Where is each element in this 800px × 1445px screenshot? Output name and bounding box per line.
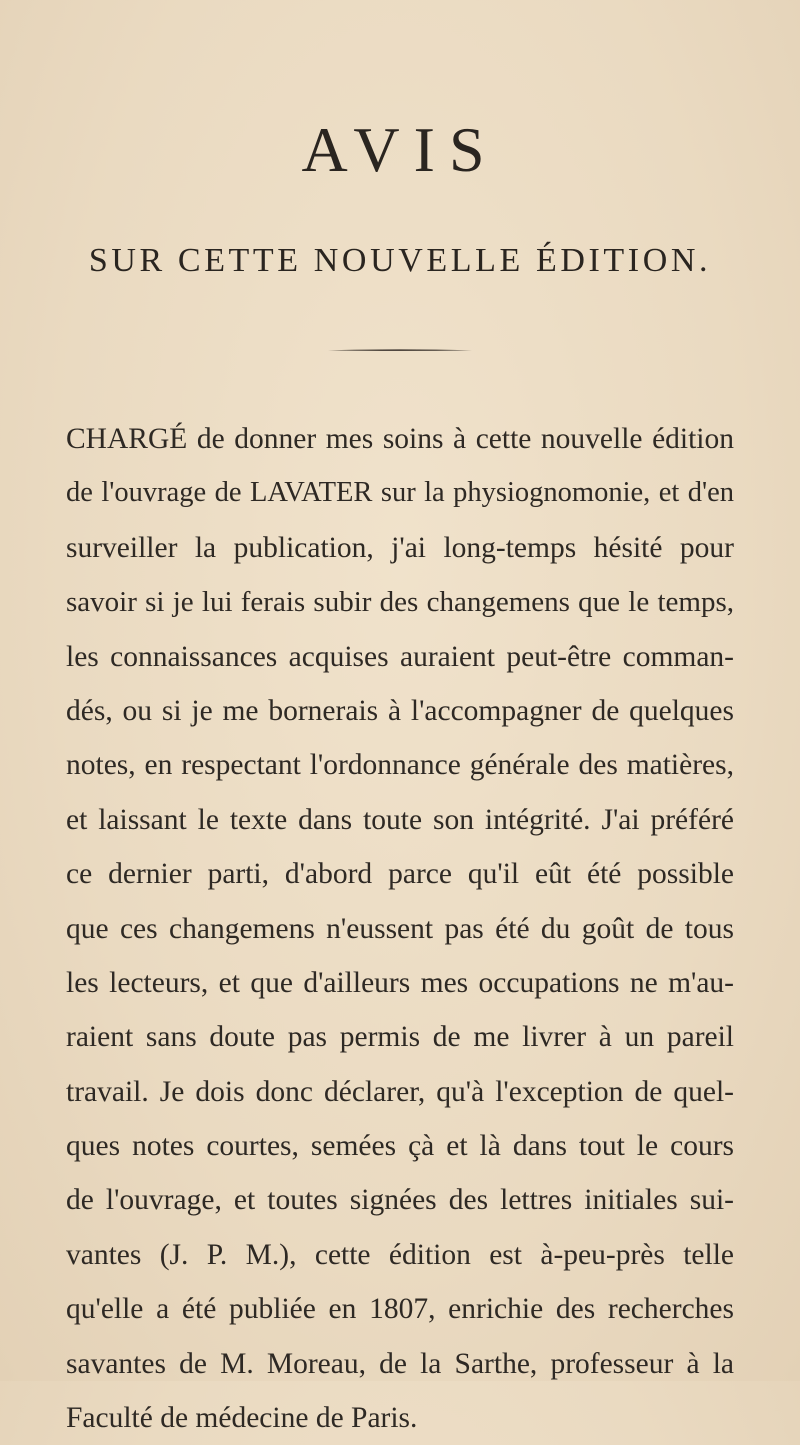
text-line: ques notes courtes, semées çà et là dans tout le cours [66,1130,734,1163]
text-line: les lecteurs, et que d'ailleurs mes occupations ne m'au- [66,966,734,999]
page-subtitle: SUR CETTE NOUVELLE ÉDITION. [88,242,712,279]
text-line: Faculté de médecine de Paris. [66,1402,418,1435]
page-title: AVIS [301,114,499,185]
text-line: ce dernier parti, d'abord parce qu'il eût été possible [66,858,734,891]
text-line: de l'ouvrage de LAVATER sur la physiognomonie, et d'en [66,477,734,509]
text-line: surveiller la publication, j'ai long-temps hésité pour [66,531,734,564]
text-line: que ces changemens n'eussent pas été du goût de tous [66,912,734,945]
text-line: raient sans doute pas permis de me livrer à un pareil [66,1021,734,1054]
text-line: qu'elle a été publiée en 1807, enrichie des recherches [66,1293,734,1326]
text-line: travail. Je dois donc déclarer, qu'à l'exception de quel- [66,1075,734,1108]
text-line: savantes de M. Moreau, de la Sarthe, professeur à la [66,1347,734,1380]
ornamental-rule [326,348,474,352]
text-line: les connaissances acquises auraient peut-être comman- [66,640,734,673]
text-line: et laissant le texte dans toute son intégrité. J'ai préféré [66,803,734,836]
text-line: savoir si je lui ferais subir des changemens que le temps, [66,586,734,619]
text-line: vantes (J. P. M.), cette édition est à-peu-près telle [66,1238,734,1271]
text-line: dés, ou si je me bornerais à l'accompagner de quelques [66,694,734,727]
text-line: de l'ouvrage, et toutes signées des lettres initiales sui- [66,1184,734,1217]
text-line: CHARGÉ de donner mes soins à cette nouvelle édition [66,423,734,455]
body-paragraph [66,412,734,1445]
text-line: notes, en respectant l'ordonnance générale des matières, [66,749,734,782]
